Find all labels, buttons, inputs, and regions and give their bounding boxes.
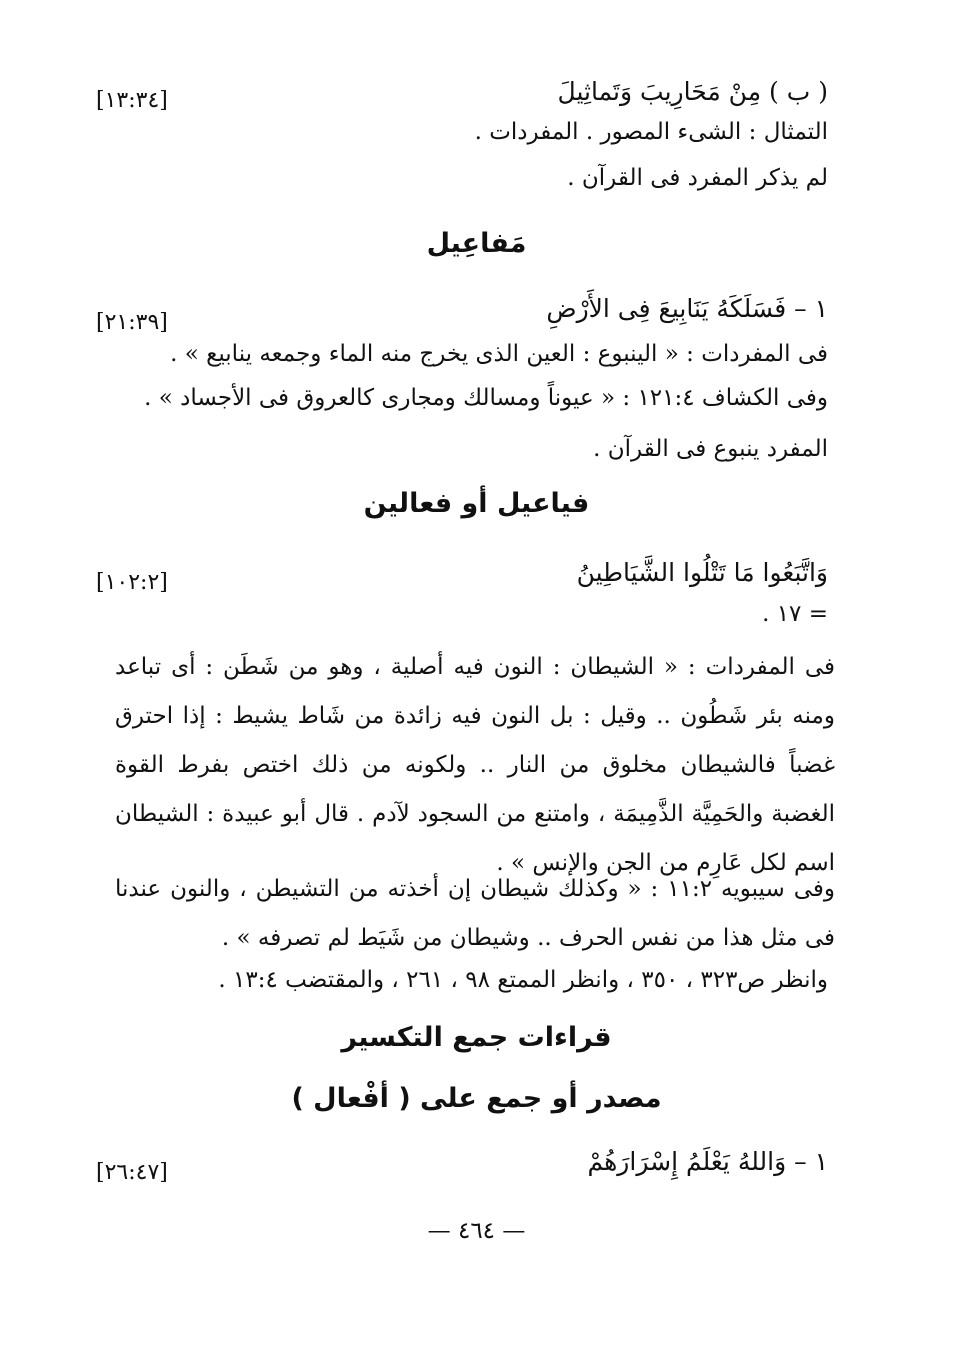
verse-reference: [٢٦:٤٧]: [96, 1160, 168, 1185]
body-paragraph: فى المفردات : « الشيطان : النون فيه أصلية ، وهو من شَطَن : أى تباعد ومنه بئر شَطُون .. وقيل : بل النون فيه زائدة من شَاط يشيط : إذا احترق غضباً فالشيطان مخلوق من النار .. ولكونه من ذلك اختص بفرط القوة الغضبة والحَمِيَّة الذَّمِيمَة ، وامتنع من السجود لآدم . قال أبو عبيدة : الشيطان اسم لكل عَارِم من الجن والإنس » .: [115, 654, 835, 876]
verse-text: ( ب ) مِنْ مَحَارِيبَ وَتَماثِيلَ: [557, 77, 828, 106]
verse-reference: [٢١:٣٩]: [96, 310, 168, 335]
section-heading: مَفاعِيل: [426, 228, 527, 259]
body-line: المفرد ينبوع فى القرآن .: [593, 436, 828, 462]
section-heading: قراءات جمع التكسير: [341, 1022, 612, 1053]
page-number: — ٤٦٤ —: [427, 1218, 526, 1244]
section-heading: مصدر أو جمع على ( أفْعال ): [291, 1083, 662, 1114]
verse-text: ١ – فَسَلَكَهُ يَنَابِيعَ فِى الأَرْضِ: [546, 294, 828, 323]
body-line: وانظر ص٣٢٣ ، ٣٥٠ ، وانظر الممتع ٩٨ ، ٢٦١ ، والمقتضب ١٣:٤ .: [218, 967, 828, 993]
count-line: = ١٧ .: [762, 601, 828, 627]
verse-reference: [١٣:٣٤]: [96, 88, 168, 113]
verse-text: ١ – وَاللهُ يَعْلَمُ إِسْرَارَهُمْ: [587, 1147, 828, 1176]
body-line: التمثال : الشىء المصور . المفردات .: [474, 119, 828, 145]
body-paragraph: وفى سيبويه ١١:٢ : « وكذلك شيطان إن أخذته من التشيطن ، والنون عندنا فى مثل هذا من نفس الحرف .. وشيطان من شَيَط لم تصرفه » .: [115, 876, 835, 951]
body-line: فى المفردات : « الينبوع : العين الذى يخرج منه الماء وجمعه ينابيع » .: [170, 341, 828, 367]
body-line: وفى الكشاف ١٢١:٤ : « عيوناً ومسالك ومجارى كالعروق فى الأجساد » .: [144, 385, 828, 411]
section-heading: فياعيل أو فعالين: [363, 488, 590, 519]
verse-text: وَاتَّبَعُوا مَا تَتْلُوا الشَّيَاطِينُ: [576, 558, 828, 587]
body-line: لم يذكر المفرد فى القرآن .: [567, 165, 828, 191]
verse-reference: [١٠٢:٢]: [96, 570, 168, 595]
